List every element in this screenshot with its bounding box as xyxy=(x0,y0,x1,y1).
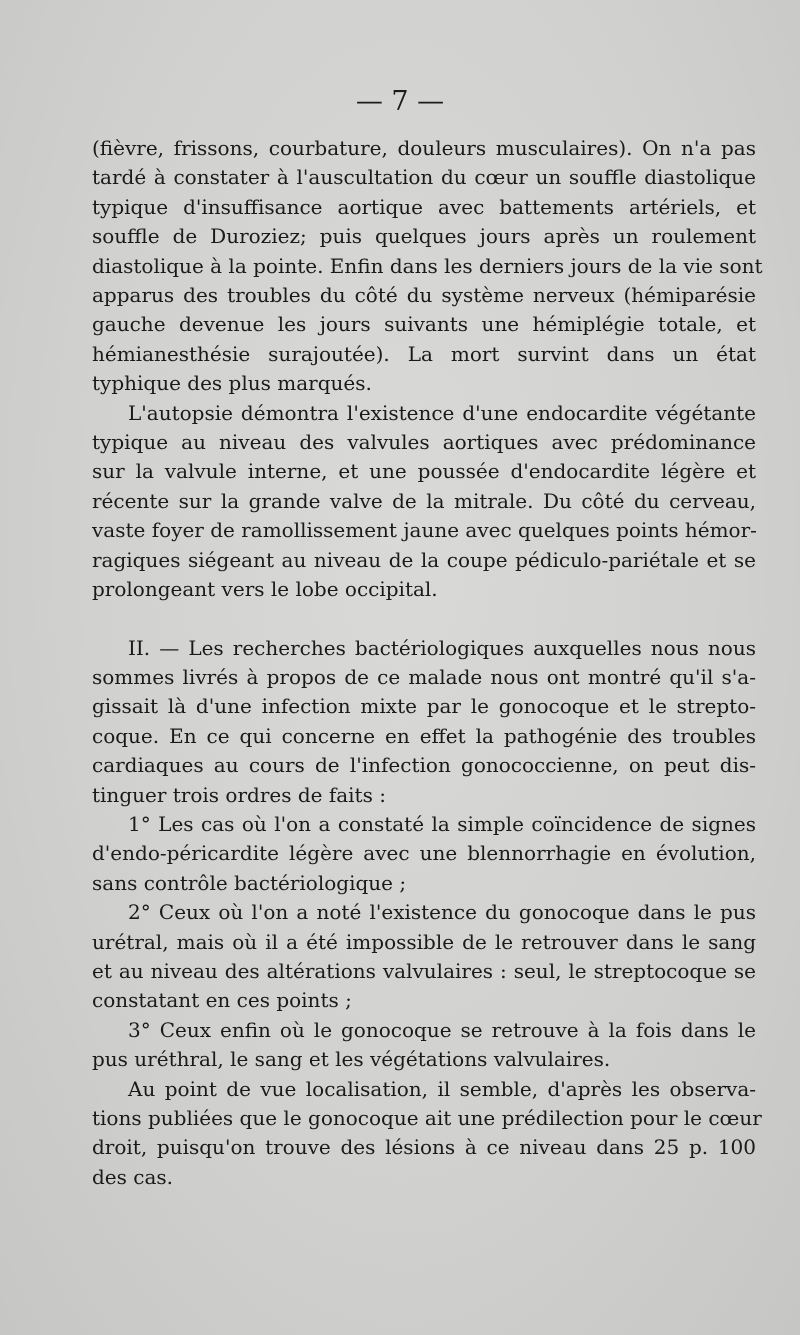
text-line: gissait là d'une infection mixte par le gonocoque et le strepto- xyxy=(92,694,756,719)
text-line: 1° Les cas où l'on a constaté la simple coïncidence de signes xyxy=(128,811,756,836)
text-line: et au niveau des altérations valvulaires : seul, le streptocoque se xyxy=(92,958,756,983)
text-line: des cas. xyxy=(92,1164,174,1189)
body-text xyxy=(92,134,763,1192)
text-line: droit, puisqu'on trouve des lésions à ce niveau dans 25 p. 100 xyxy=(92,1135,756,1160)
text-line: coque. En ce qui concerne en effet la pathogénie des troubles xyxy=(92,723,756,748)
page-number: — 7 — xyxy=(355,86,445,117)
text-line: tardé à constater à l'auscultation du cœur un souffle diastolique xyxy=(92,165,756,190)
text-line: cardiaques au cours de l'infection gonococcienne, on peut dis- xyxy=(92,753,756,778)
text-line: L'autopsie démontra l'existence d'une endocardite végétante xyxy=(128,400,756,425)
text-line: prolongeant vers le lobe occipital. xyxy=(92,577,438,602)
text-line: tinguer trois ordres de faits : xyxy=(92,782,386,807)
text-line: hémianesthésie surajoutée). La mort survint dans un état xyxy=(92,341,756,366)
list-item-1 xyxy=(92,810,756,898)
text-line: constatant en ces points ; xyxy=(92,988,352,1013)
text-line: pus uréthral, le sang et les végétations valvulaires. xyxy=(92,1047,611,1072)
text-line: gauche devenue les jours suivants une hémiplégie totale, et xyxy=(92,312,756,337)
text-line: sans contrôle bactériologique ; xyxy=(92,870,407,895)
text-line: récente sur la grande valve de la mitrale. Du côté du cerveau, xyxy=(92,488,756,513)
paragraph-localisation xyxy=(92,1075,762,1193)
paragraph-gap xyxy=(92,605,756,634)
text-line: (fièvre, frissons, courbature, douleurs musculaires). On n'a pas xyxy=(92,136,756,160)
list-item-3 xyxy=(92,1016,756,1075)
text-line: apparus des troubles du côté du système nerveux (hémiparésie xyxy=(92,283,756,308)
text-line: 2° Ceux où l'on a noté l'existence du gonocoque dans le pus xyxy=(128,900,756,925)
paragraph-autopsy xyxy=(92,399,756,605)
text-line: d'endo-péricardite légère avec une blennorrhagie en évolution, xyxy=(92,841,756,866)
paragraph-bacteriology xyxy=(92,634,756,810)
text-line: sommes livrés à propos de ce malade nous ont montré qu'il s'a- xyxy=(92,664,756,689)
text-line: diastolique à la pointe. Enfin dans les derniers jours de la vie sont xyxy=(92,253,763,278)
text-line: II. — Les recherches bactériologiques auxquelles nous nous xyxy=(128,635,756,660)
paragraph-clinical-course xyxy=(92,134,763,399)
text-line: typique d'insuffisance aortique avec battements artériels, et xyxy=(92,194,756,219)
text-line: typhique des plus marqués. xyxy=(92,371,372,396)
text-line: Au point de vue localisation, il semble, d'après les observa- xyxy=(128,1076,756,1101)
text-line: urétral, mais où il a été impossible de le retrouver dans le sang xyxy=(92,929,756,954)
text-line: typique au niveau des valvules aortiques avec prédominance xyxy=(92,430,756,455)
text-line: vaste foyer de ramollissement jaune avec quelques points hémor- xyxy=(92,518,757,543)
list-item-2 xyxy=(92,898,756,1016)
text-line: souffle de Duroziez; puis quelques jours après un roulement xyxy=(92,224,756,249)
text-line: ragiques siégeant au niveau de la coupe pédiculo-pariétale et se xyxy=(92,547,756,572)
text-line: sur la valvule interne, et une poussée d'endocardite légère et xyxy=(92,459,756,484)
text-line: tions publiées que le gonocoque ait une prédilection pour le cœur xyxy=(92,1106,762,1130)
text-line: 3° Ceux enfin où le gonocoque se retrouve à la fois dans le xyxy=(128,1017,756,1042)
